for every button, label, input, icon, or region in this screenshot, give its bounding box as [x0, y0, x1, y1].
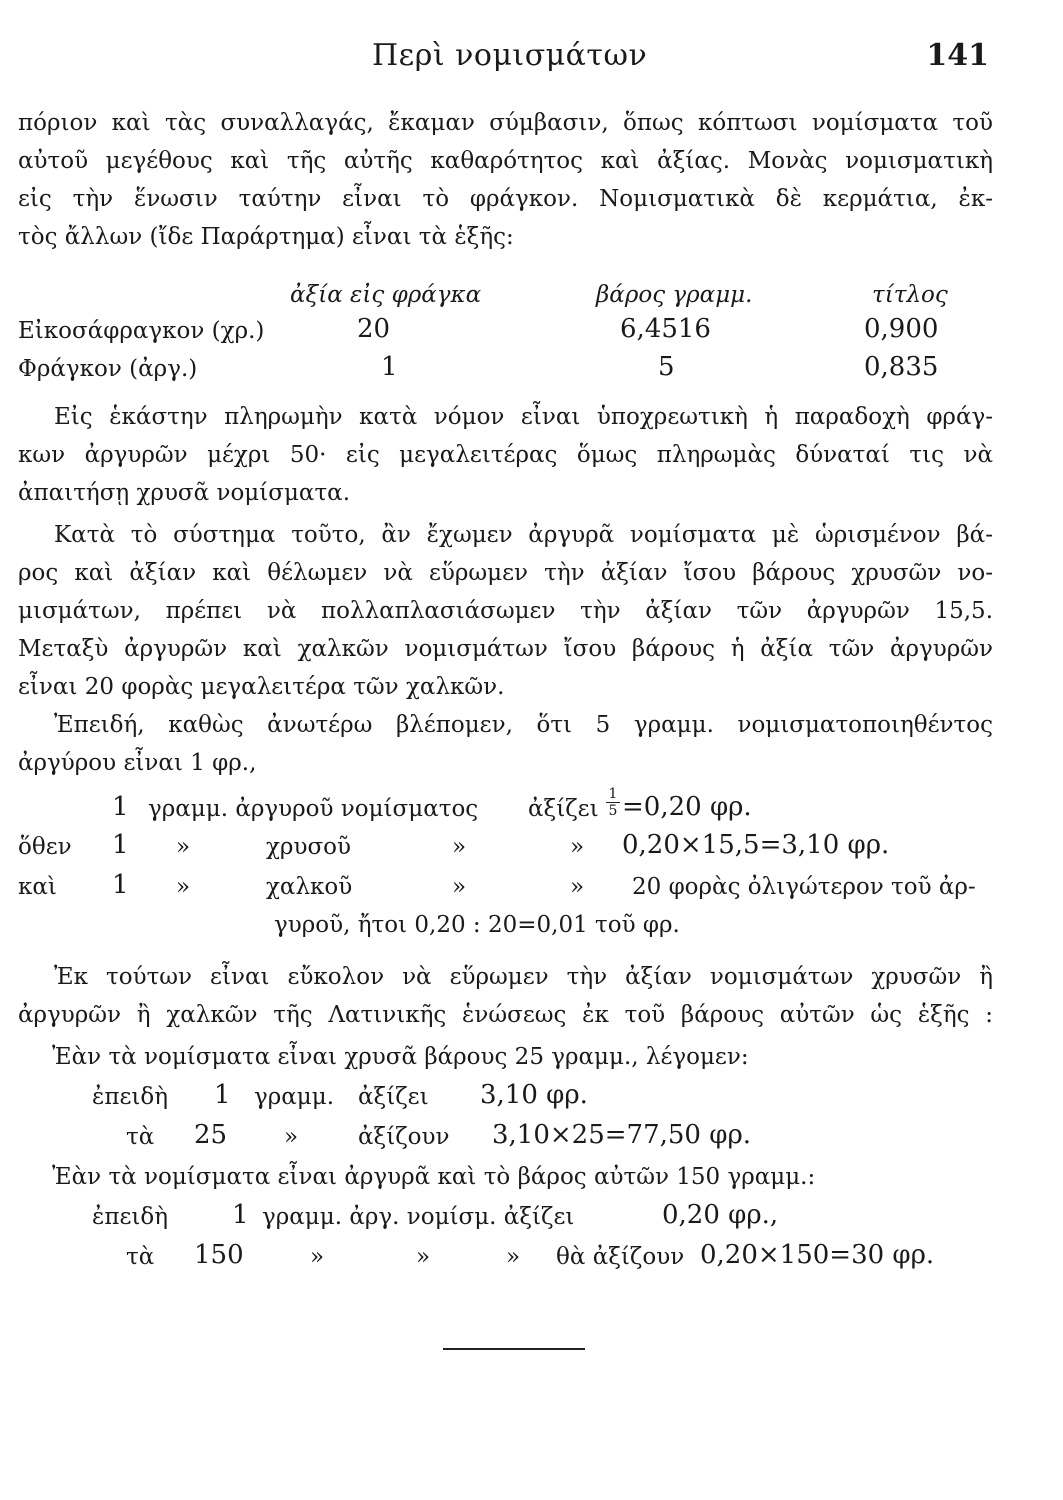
example-verb: ἀξίζουν [358, 1124, 450, 1150]
example-value: 3,10 φρ. [480, 1080, 588, 1110]
table-header-fineness: τίτλος [872, 282, 948, 308]
text-line: Εἰς ἑκάστην πληρωμὴν κατὰ νόμον εἶναι ὑποχρεωτικὴ ἡ παραδοχὴ φράγ- [54, 404, 993, 430]
calc-label: γραμμ. ἀργυροῦ νομίσματος [148, 796, 479, 822]
example-ditto: » [416, 1244, 431, 1270]
text-line: κων ἀργυρῶν μέχρι 50· εἰς μεγαλειτέρας ὅμως πληρωμὰς δύναταί τις νὰ [18, 442, 993, 468]
example-quantity: 1 [214, 1080, 231, 1110]
example-ditto: » [506, 1244, 521, 1270]
example-prefix: ἐπειδὴ [92, 1084, 169, 1110]
calc-metal: χαλκοῦ [266, 874, 353, 900]
calc-result: 20 φορὰς ὀλιγώτερον τοῦ ἀρ- [632, 874, 976, 900]
example-quantity: 25 [194, 1120, 228, 1150]
calc-ditto: » [570, 874, 585, 900]
calc-ditto: » [570, 834, 585, 860]
calc-ditto: » [452, 834, 467, 860]
text-line: ἀργυρῶν ἢ χαλκῶν τῆς Λατινικῆς ἑνώσεως ἐκ τοῦ βάρους αὐτῶν ὡς ἑξῆς : [18, 1002, 993, 1028]
text-line: Ἐπειδή, καθὼς ἀνωτέρω βλέπομεν, ὅτι 5 γραμμ. νομισματοποιηθέντος [54, 712, 993, 738]
page-number: 141 [926, 38, 989, 73]
text-line: τὸς ἄλλων (ἴδε Παράρτημα) εἶναι τὰ ἑξῆς: [18, 224, 514, 250]
calc-result: =0,20 φρ. [622, 792, 752, 822]
table-row-fineness: 0,900 [864, 314, 939, 344]
calc-prefix: ὅθεν [18, 834, 72, 860]
table-row-weight: 6,4516 [620, 314, 711, 344]
example-quantity: 150 [194, 1240, 244, 1270]
table-row-value: 1 [381, 352, 398, 382]
example-intro: Ἐὰν τὰ νομίσματα εἶναι χρυσᾶ βάρους 25 γραμμ., λέγομεν: [52, 1044, 749, 1070]
text-line: Μεταξὺ ἀργυρῶν καὶ χαλκῶν νομισμάτων ἴσου βάρους ἡ ἀξία τῶν ἀργυρῶν [18, 636, 993, 662]
running-title: Περὶ νομισμάτων [372, 38, 648, 73]
calc-fraction: 1 5 [606, 786, 620, 819]
example-ditto: » [284, 1124, 299, 1150]
table-row-name: Εἰκοσάφραγκον (χρ.) [18, 318, 265, 344]
text-line: εἰς τὴν ἕνωσιν ταύτην εἶναι τὸ φράγκον. Νομισματικὰ δὲ κερμάτια, ἐκ- [18, 186, 993, 212]
calc-ditto: » [452, 874, 467, 900]
calc-ditto: » [176, 834, 191, 860]
text-line: Κατὰ τὸ σύστημα τοῦτο, ἂν ἔχωμεν ἀργυρᾶ νομίσματα μὲ ὡρισμένον βά- [54, 522, 993, 548]
example-result: 0,20×150=30 φρ. [700, 1240, 935, 1270]
example-value: 0,20 φρ., [662, 1200, 779, 1230]
example-prefix: ἐπειδὴ [92, 1204, 169, 1230]
example-unit: γραμμ. [254, 1084, 335, 1110]
calc-quantity: 1 [112, 870, 129, 900]
calc-continuation: γυροῦ, ἤτοι 0,20 : 20=0,01 τοῦ φρ. [274, 912, 680, 938]
calc-prefix: καὶ [18, 874, 57, 900]
example-unit: γραμμ. ἀργ. νομίσμ. ἀξίζει [262, 1204, 575, 1230]
text-line: ρος καὶ ἀξίαν καὶ θέλωμεν νὰ εὕρωμεν τὴν ἀξίαν ἴσου βάρους χρυσῶν νο- [18, 560, 993, 586]
text-line: Ἐκ τούτων εἶναι εὔκολον νὰ εὕρωμεν τὴν ἀξίαν νομισμάτων χρυσῶν ἢ [54, 964, 993, 990]
calc-quantity: 1 [112, 792, 129, 822]
text-line: ἀργύρου εἶναι 1 φρ., [18, 750, 257, 776]
calc-result: 0,20×15,5=3,10 φρ. [622, 830, 890, 860]
text-line: πόριον καὶ τὰς συναλλαγάς, ἔκαμαν σύμβασιν, ὅπως κόπτωσι νομίσματα τοῦ [18, 110, 993, 136]
example-result: 3,10×25=77,50 φρ. [492, 1120, 751, 1150]
table-row-value: 20 [357, 314, 391, 344]
example-intro: Ἐὰν τὰ νομίσματα εἶναι ἀργυρᾶ καὶ τὸ βάρος αὐτῶν 150 γραμμ.: [52, 1164, 816, 1190]
end-rule [443, 1348, 585, 1350]
running-header [0, 38, 1063, 78]
table-row-fineness: 0,835 [864, 352, 939, 382]
text-line: ἀπαιτήσῃ χρυσᾶ νομίσματα. [18, 480, 351, 506]
example-quantity: 1 [232, 1200, 249, 1230]
text-line: μισμάτων, πρέπει νὰ πολλαπλασιάσωμεν τὴν ἀξίαν τῶν ἀργυρῶν 15,5. [18, 598, 993, 624]
calc-verb: ἀξίζει [528, 796, 599, 822]
calc-ditto: » [176, 874, 191, 900]
table-header-weight: βάρος γραμμ. [596, 282, 753, 308]
table-row-weight: 5 [658, 352, 675, 382]
example-prefix: τὰ [126, 1124, 155, 1150]
table-row-name: Φράγκον (ἀργ.) [18, 356, 198, 382]
calc-metal: χρυσοῦ [266, 834, 351, 860]
example-ditto: » [310, 1244, 325, 1270]
example-verb: ἀξίζει [358, 1084, 429, 1110]
calc-quantity: 1 [112, 830, 129, 860]
text-line: αὐτοῦ μεγέθους καὶ τῆς αὐτῆς καθαρότητος καὶ ἀξίας. Μονὰς νομισματικὴ [18, 148, 993, 174]
example-verb: θὰ ἀξίζουν [556, 1244, 685, 1270]
example-prefix: τὰ [126, 1244, 155, 1270]
text-line: εἶναι 20 φορὰς μεγαλειτέρα τῶν χαλκῶν. [18, 674, 505, 700]
table-header-value: ἀξία εἰς φράγκα [290, 282, 482, 308]
